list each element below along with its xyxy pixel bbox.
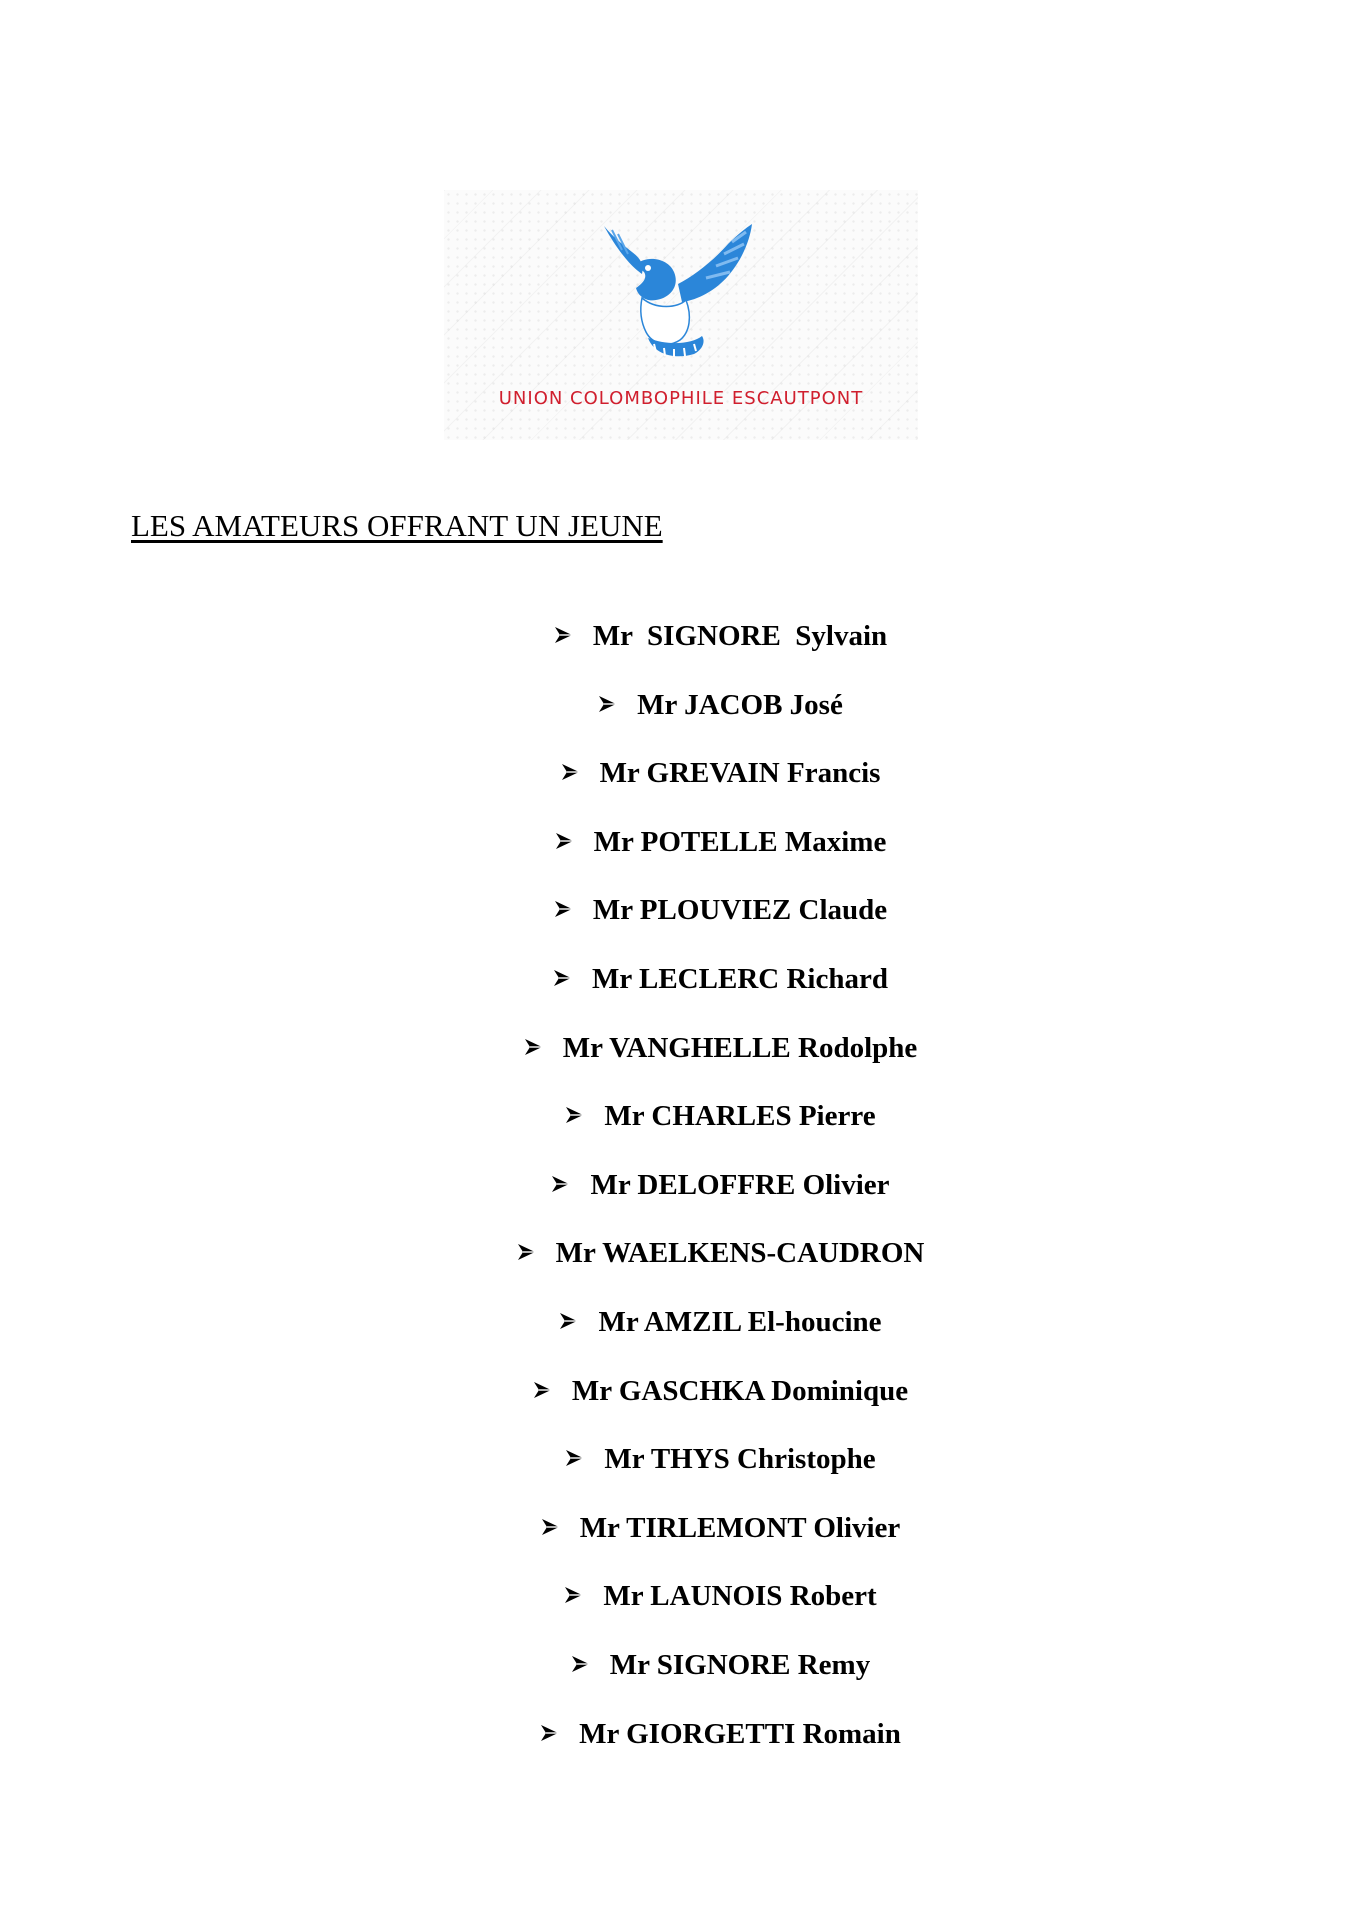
member-list (0, 620, 1357, 1786)
list-item (0, 1718, 1357, 1787)
arrowhead-bullet-icon (554, 831, 574, 851)
member-name: Mr PLOUVIEZ Claude (592, 894, 888, 927)
arrowhead-bullet-icon (564, 1105, 584, 1125)
arrowhead-bullet-icon (552, 968, 572, 988)
list-item (0, 1649, 1357, 1718)
arrowhead-bullet-icon (564, 1448, 584, 1468)
arrowhead-bullet-icon (523, 1037, 543, 1057)
member-name: Mr SIGNORE Sylvain (592, 620, 888, 652)
logo-text: UNION COLOMBOPHILE ESCAUTPONT (498, 388, 864, 409)
member-name: Mr LECLERC Richard (592, 962, 888, 995)
list-item (0, 689, 1357, 758)
member-name: Mr CHARLES Pierre (604, 1100, 876, 1133)
list-item (0, 1443, 1357, 1512)
member-name: Mr GIORGETTI Romain (579, 1717, 901, 1750)
list-item (0, 1306, 1357, 1375)
list-item (0, 620, 1357, 689)
arrowhead-bullet-icon (597, 694, 617, 714)
pigeon-icon (582, 220, 782, 370)
arrowhead-bullet-icon (563, 1585, 583, 1605)
member-name: Mr SIGNORE Remy (609, 1648, 871, 1681)
page-title: LES AMATEURS OFFRANT UN JEUNE (131, 508, 663, 543)
member-name: Mr WAELKENS-CAUDRON (555, 1237, 925, 1270)
member-name: Mr JACOB José (637, 688, 843, 721)
member-name: Mr THYS Christophe (604, 1443, 876, 1476)
member-name: Mr GREVAIN Francis (599, 757, 881, 790)
arrowhead-bullet-icon (553, 625, 573, 645)
member-name: Mr VANGHELLE Rodolphe (562, 1031, 918, 1064)
member-name: Mr POTELLE Maxime (593, 825, 887, 858)
arrowhead-bullet-icon (570, 1654, 590, 1674)
arrowhead-bullet-icon (532, 1380, 552, 1400)
list-item (0, 1032, 1357, 1101)
member-name: Mr TIRLEMONT Olivier (579, 1511, 901, 1544)
arrowhead-bullet-icon (550, 1174, 570, 1194)
member-name: Mr LAUNOIS Robert (603, 1580, 877, 1613)
arrowhead-bullet-icon (560, 762, 580, 782)
arrowhead-bullet-icon (540, 1517, 560, 1537)
list-item (0, 963, 1357, 1032)
list-item (0, 757, 1357, 826)
list-item (0, 894, 1357, 963)
member-name: Mr AMZIL El-houcine (598, 1305, 882, 1338)
arrowhead-bullet-icon (553, 899, 573, 919)
list-item (0, 1237, 1357, 1306)
club-logo (444, 190, 918, 440)
list-item (0, 1512, 1357, 1581)
member-name: Mr DELOFFRE Olivier (590, 1168, 890, 1201)
list-item (0, 1100, 1357, 1169)
arrowhead-bullet-icon (516, 1242, 536, 1262)
list-item (0, 826, 1357, 895)
list-item (0, 1375, 1357, 1444)
arrowhead-bullet-icon (539, 1723, 559, 1743)
member-name: Mr GASCHKA Dominique (571, 1374, 909, 1407)
list-item (0, 1580, 1357, 1649)
list-item (0, 1169, 1357, 1238)
arrowhead-bullet-icon (558, 1311, 578, 1331)
